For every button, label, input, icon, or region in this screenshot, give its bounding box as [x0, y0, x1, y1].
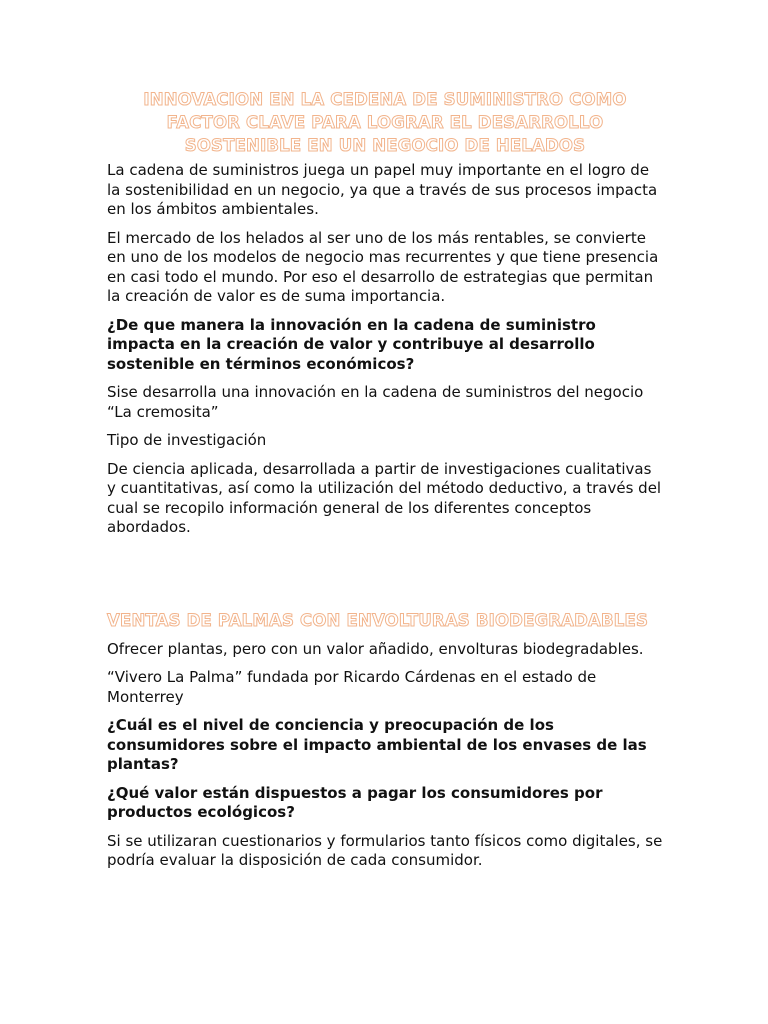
section2-title: VENTAS DE PALMAS CON ENVOLTURAS BIODEGRADABLES	[107, 610, 649, 630]
section1-paragraph-5: De ciencia aplicada, desarrollada a partir de investigaciones cualitativas y cuantitativas, así como la utilización del método deductivo, a través del cual se recopilo información general de los diferentes conceptos abordados.	[107, 459, 662, 536]
section1-research-question: ¿De que manera la innovación en la cadena de suministro impacta en la creación de valor y contribuye al desarrollo sostenible en términos económicos?	[107, 315, 596, 373]
document-page	[107, 88, 663, 880]
section2-paragraph-2: “Vivero La Palma” fundada por Ricardo Cárdenas en el estado de Monterrey	[107, 668, 597, 706]
section2-research-question-1: ¿Cuál es el nivel de conciencia y preocupación de los consumidores sobre el impacto ambiental de los envases de las plantas?	[107, 716, 647, 773]
section1-paragraph-1: La cadena de suministros juega un papel muy importante en el logro de la sostenibilidad en un negocio, ya que a través de sus procesos impacta en los ámbitos ambientales.	[107, 161, 658, 218]
section2-paragraph-3: Si se utilizaran cuestionarios y formularios tanto físicos como digitales, se podría evaluar la disposición de cada consumidor.	[107, 831, 663, 869]
section1-title: INNOVACION EN LA CEDENA DE SUMINISTRO COMO FACTOR CLAVE PARA LOGRAR EL DESARROLLO SOSTENIBLE EN UN NEGOCIO DE HELADOS	[143, 90, 627, 155]
section-spacer	[107, 547, 663, 609]
section1-paragraph-2: El mercado de los helados al ser uno de los más rentables, se convierte en uno de los modelos de negocio mas recurrentes y que tiene presencia en casi todo el mundo. Por eso el desarrollo de estrategias que permitan la creación de valor es de suma importancia.	[107, 228, 659, 305]
section1-paragraph-3: Sise desarrolla una innovación en la cadena de suministros del negocio “La cremosita”	[107, 383, 644, 421]
section2-research-question-2: ¿Qué valor están dispuestos a pagar los consumidores por productos ecológicos?	[107, 783, 603, 821]
section2-paragraph-1: Ofrecer plantas, pero con un valor añadido, envolturas biodegradables.	[107, 639, 644, 658]
section1-paragraph-4: Tipo de investigación	[107, 431, 267, 449]
